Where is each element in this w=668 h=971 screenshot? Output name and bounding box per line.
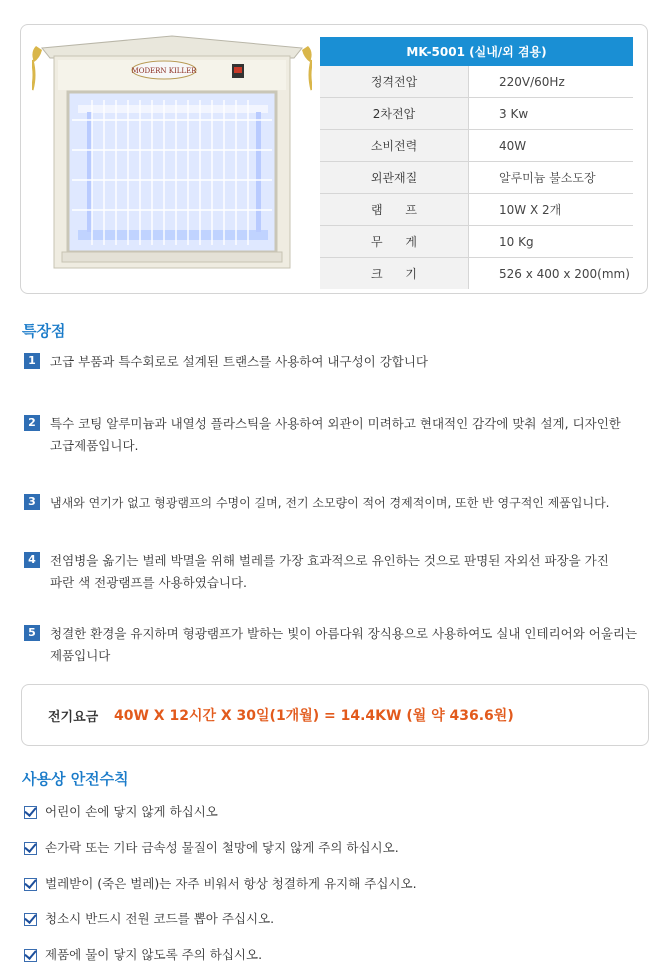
feature-item-5 bbox=[24, 623, 644, 667]
safety-item bbox=[24, 909, 274, 927]
safety-text: 벌레받이 (죽은 벌레)는 자주 비워서 항상 청결하게 유지해 주십시오. bbox=[45, 876, 417, 891]
product-image bbox=[32, 30, 312, 275]
fee-value: 40W X 12시간 X 30일(1개월) = 14.4KW (월 약 436.6원) bbox=[114, 708, 514, 724]
spec-value: 알루미늄 불소도장 bbox=[469, 162, 634, 194]
feature-text: 특수 코팅 알루미늄과 내열성 플라스틱을 사용하여 외관이 미려하고 현대적인 감각에 맞춰 설계, 디자인한 고급제품입니다. bbox=[50, 416, 621, 453]
spec-row bbox=[320, 130, 633, 162]
checkbox-icon bbox=[24, 913, 37, 926]
safety-text: 제품에 물이 닿지 않도록 주의 하십시오. bbox=[45, 947, 263, 962]
safety-item bbox=[24, 838, 399, 856]
spec-label: 외관재질 bbox=[320, 162, 469, 194]
safety-item bbox=[24, 874, 417, 892]
feature-number: 3 bbox=[24, 494, 40, 510]
feature-number: 4 bbox=[24, 552, 40, 568]
spec-row bbox=[320, 226, 633, 258]
safety-text: 어린이 손에 닿지 않게 하십시오 bbox=[45, 804, 218, 819]
feature-item-3 bbox=[24, 492, 644, 514]
spec-value: 220V/60Hz bbox=[469, 66, 634, 98]
feature-text: 냄새와 연기가 없고 형광램프의 수명이 길며, 전기 소모량이 적어 경제적이며, 또한 반 영구적인 제품입니다. bbox=[50, 496, 610, 510]
safety-item bbox=[24, 945, 262, 963]
spec-value: 526 x 400 x 200(mm) bbox=[499, 266, 630, 281]
fee-label: 전기요금 bbox=[48, 710, 99, 725]
feature-text: 전염병을 옮기는 벌레 박멸을 위해 벌레를 가장 효과적으로 유인하는 것으로 판명된 자외선 파장을 가진 파란 색 전광램프를 사용하였습니다. bbox=[50, 553, 609, 590]
feature-text: 청결한 환경을 유지하며 형광램프가 발하는 빛이 아름다워 장식용으로 사용하여도 실내 인테리어와 어울리는 제품입니다 bbox=[50, 626, 638, 663]
spec-label: 크 기 bbox=[320, 258, 469, 290]
safety-item bbox=[24, 802, 218, 820]
spec-value: 10W X 2개 bbox=[469, 194, 634, 226]
spec-label: 정격전압 bbox=[320, 66, 469, 98]
checkbox-icon bbox=[24, 878, 37, 891]
electricity-fee-box bbox=[21, 684, 649, 746]
spec-table bbox=[320, 37, 633, 289]
spec-label: 소비전력 bbox=[320, 130, 469, 162]
spec-row bbox=[320, 258, 633, 290]
spec-row bbox=[320, 66, 633, 98]
features-title: 특장점 bbox=[22, 322, 66, 340]
feature-number: 2 bbox=[24, 415, 40, 431]
feature-item-4 bbox=[24, 550, 644, 594]
feature-text: 고급 부품과 특수회로로 설계된 트랜스를 사용하여 내구성이 강합니다 bbox=[50, 354, 428, 369]
checkbox-icon bbox=[24, 842, 37, 855]
safety-text: 청소시 반드시 전원 코드를 뽑아 주십시오. bbox=[45, 911, 275, 926]
checkbox-icon bbox=[24, 806, 37, 819]
feature-number: 1 bbox=[24, 353, 40, 369]
feature-number: 5 bbox=[24, 625, 40, 641]
safety-text: 손가락 또는 기타 금속성 물질이 철망에 닿지 않게 주의 하십시오. bbox=[45, 840, 399, 855]
safety-title: 사용상 안전수칙 bbox=[22, 770, 129, 788]
spec-label: 2차전압 bbox=[320, 98, 469, 130]
spec-row bbox=[320, 98, 633, 130]
product-logo: MODERN KILLER bbox=[131, 67, 197, 75]
spec-value: 3 Kw bbox=[469, 98, 634, 130]
spec-row bbox=[320, 162, 633, 194]
checkbox-icon bbox=[24, 949, 37, 962]
feature-item-2 bbox=[24, 413, 644, 457]
spec-value: 10 Kg bbox=[469, 226, 634, 258]
spec-label: 램 프 bbox=[320, 194, 469, 226]
spec-label: 무 게 bbox=[320, 226, 469, 258]
spec-value: 40W bbox=[469, 130, 634, 162]
spec-model-header: MK-5001 (실내/외 겸용) bbox=[320, 37, 633, 66]
spec-row bbox=[320, 194, 633, 226]
feature-item-1 bbox=[24, 351, 644, 373]
